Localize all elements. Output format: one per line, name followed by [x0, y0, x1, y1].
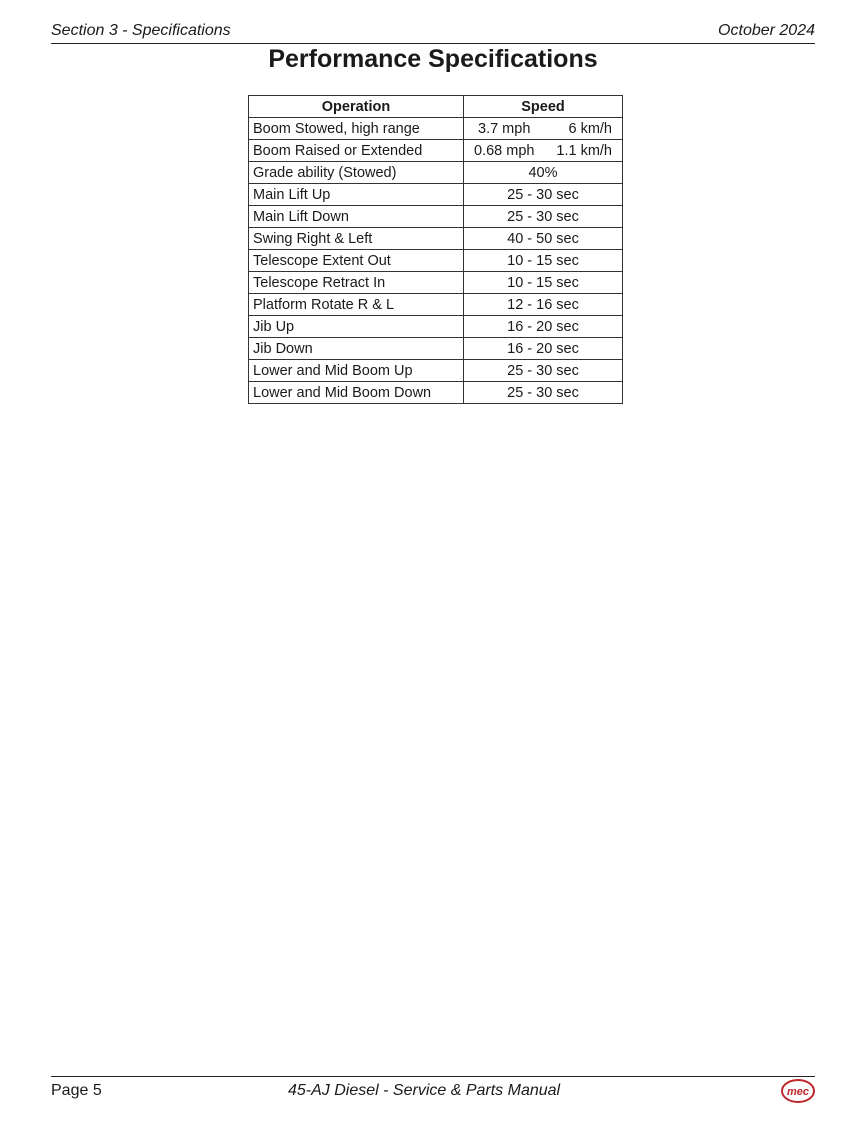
- table-row: [249, 250, 623, 272]
- speed-cell: 25 - 30 sec: [464, 184, 623, 206]
- column-header-operation: Operation: [249, 96, 464, 118]
- speed-cell: 40%: [464, 162, 623, 184]
- operation-cell: Main Lift Up: [249, 184, 464, 206]
- page-title: Performance Specifications: [268, 45, 598, 73]
- operation-cell: Lower and Mid Boom Down: [249, 382, 464, 404]
- operation-cell: Boom Raised or Extended: [249, 140, 464, 162]
- table-row: [249, 360, 623, 382]
- page-footer: [51, 1076, 815, 1107]
- speed-cell: 10 - 15 sec: [464, 250, 623, 272]
- page-number: Page 5: [51, 1082, 102, 1099]
- operation-cell: Jib Down: [249, 338, 464, 360]
- speed-metric: 6 km/h: [568, 120, 612, 137]
- speed-imperial: 3.7 mph: [478, 120, 531, 137]
- speed-metric: 1.1 km/h: [556, 142, 612, 159]
- table-row: [249, 228, 623, 250]
- speed-cell: 25 - 30 sec: [464, 206, 623, 228]
- speed-imperial: 0.68 mph: [474, 142, 535, 159]
- section-label: Section 3 - Specifications: [51, 22, 231, 39]
- table-header-row: [249, 96, 623, 118]
- speed-cell: 25 - 30 sec: [464, 360, 623, 382]
- operation-cell: Grade ability (Stowed): [249, 162, 464, 184]
- performance-spec-table: [248, 95, 623, 404]
- table-row: [249, 118, 623, 140]
- speed-cell: 16 - 20 sec: [464, 338, 623, 360]
- operation-cell: Boom Stowed, high range: [249, 118, 464, 140]
- operation-cell: Swing Right & Left: [249, 228, 464, 250]
- operation-cell: Lower and Mid Boom Up: [249, 360, 464, 382]
- speed-cell: 16 - 20 sec: [464, 316, 623, 338]
- page-header: [51, 22, 815, 44]
- speed-cell: 12 - 16 sec: [464, 294, 623, 316]
- speed-cell: 10 - 15 sec: [464, 272, 623, 294]
- operation-cell: Main Lift Down: [249, 206, 464, 228]
- speed-cell: [464, 140, 623, 162]
- table-row: [249, 316, 623, 338]
- speed-cell: 25 - 30 sec: [464, 382, 623, 404]
- document-date: October 2024: [718, 22, 815, 39]
- table-row: [249, 140, 623, 162]
- table-row: [249, 338, 623, 360]
- operation-cell: Platform Rotate R & L: [249, 294, 464, 316]
- table-row: [249, 382, 623, 404]
- table-row: [249, 206, 623, 228]
- column-header-speed: Speed: [464, 96, 623, 118]
- table-row: [249, 272, 623, 294]
- speed-cell: 40 - 50 sec: [464, 228, 623, 250]
- manual-title: 45-AJ Diesel - Service & Parts Manual: [288, 1082, 561, 1099]
- speed-cell: [464, 118, 623, 140]
- logo-text: mec: [786, 1086, 810, 1098]
- operation-cell: Telescope Retract In: [249, 272, 464, 294]
- table-row: [249, 294, 623, 316]
- mec-logo-icon: [781, 1079, 815, 1103]
- operation-cell: Telescope Extent Out: [249, 250, 464, 272]
- table-row: [249, 184, 623, 206]
- table-row: [249, 162, 623, 184]
- operation-cell: Jib Up: [249, 316, 464, 338]
